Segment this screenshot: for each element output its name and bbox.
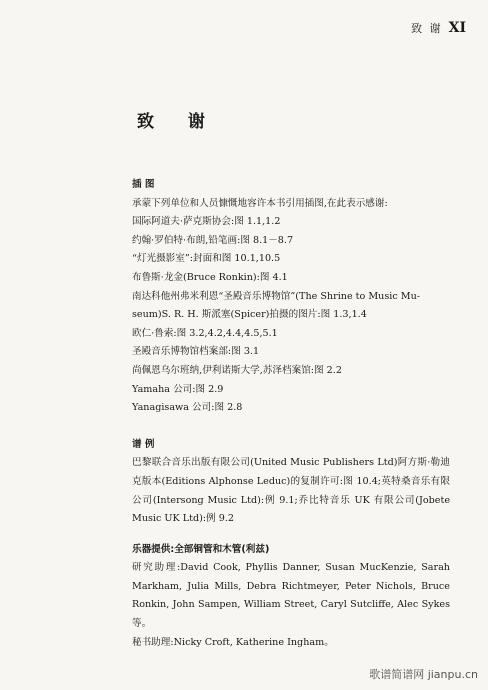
page-number: XI: [448, 20, 466, 36]
list-item: 尚佩恩乌尔班纳,伊利诺斯大学,苏泽档案馆:图 2.2: [132, 364, 342, 376]
list-item: 承蒙下列单位和人员慷慨地容许本书引用插图,在此表示感谢:: [132, 197, 388, 209]
page-title: 致 谢: [137, 112, 219, 132]
illustrations-list: [132, 195, 450, 418]
list-item: Yamaha 公司:图 2.9: [132, 383, 224, 395]
watermark: 歌谱简谱网 jianpu.cn: [369, 668, 478, 681]
acknowledgements-body: [132, 176, 450, 652]
list-item: “灯光摄影室”:封面和图 10.1,10.5: [132, 253, 281, 265]
list-item: 布鲁斯·龙金(Bruce Ronkin):图 4.1: [132, 271, 288, 283]
header-label: 致 谢: [411, 22, 443, 35]
illustrations-heading: 插 图: [132, 179, 155, 190]
list-item: 国际阿道夫·萨克斯协会:图 1.1,1.2: [132, 216, 281, 228]
list-item: Yanagisawa 公司:图 2.8: [132, 402, 243, 414]
instruments-heading: 乐器提供:全部铜管和木管(利兹): [132, 543, 270, 555]
list-item: seum)S. R. H. 斯派塞(Spicer)拍摄的图片:图 1.3,1.4: [132, 309, 367, 321]
music-examples-text: 巴黎联合音乐出版有限公司(United Music Publishers Ltd)阿方斯·勒迪克版本(Editions Alphonse Leduc)的复制许可:图 10.4;英特桑音乐有限公司(Intersong Music Ltd):例 9.1;乔比特音乐 UK 有限公司(Jobete Music UK Ltd):例 9.2: [132, 457, 450, 525]
list-item: 约翰·罗伯特·布朗,铅笔画:图 8.1－8.7: [132, 234, 294, 246]
running-header: [411, 20, 466, 36]
list-item: 圣殿音乐博物馆档案部:图 3.1: [132, 346, 260, 358]
music-examples-heading: 谱 例: [132, 438, 155, 450]
secretary-assistants: 秘书助理:Nicky Croft, Katherine Ingham。: [132, 636, 334, 648]
list-item: 南达科他州弗米利恩“圣殿音乐博物馆”(The Shrine to Music Mu-: [132, 290, 421, 302]
list-item: 欧仁·鲁索:图 3.2,4.2,4.4,4.5,5.1: [132, 327, 278, 339]
research-assistants: 研究助理:David Cook, Phyllis Danner, Susan MucKenzie, Sarah Markham, Julia Mills, Debra Richtmeyer, Peter Nichols, Bruce Ronkin, John Sampen, William Street, Caryl Sutcliffe, Alec Sykes 等。: [132, 562, 450, 630]
